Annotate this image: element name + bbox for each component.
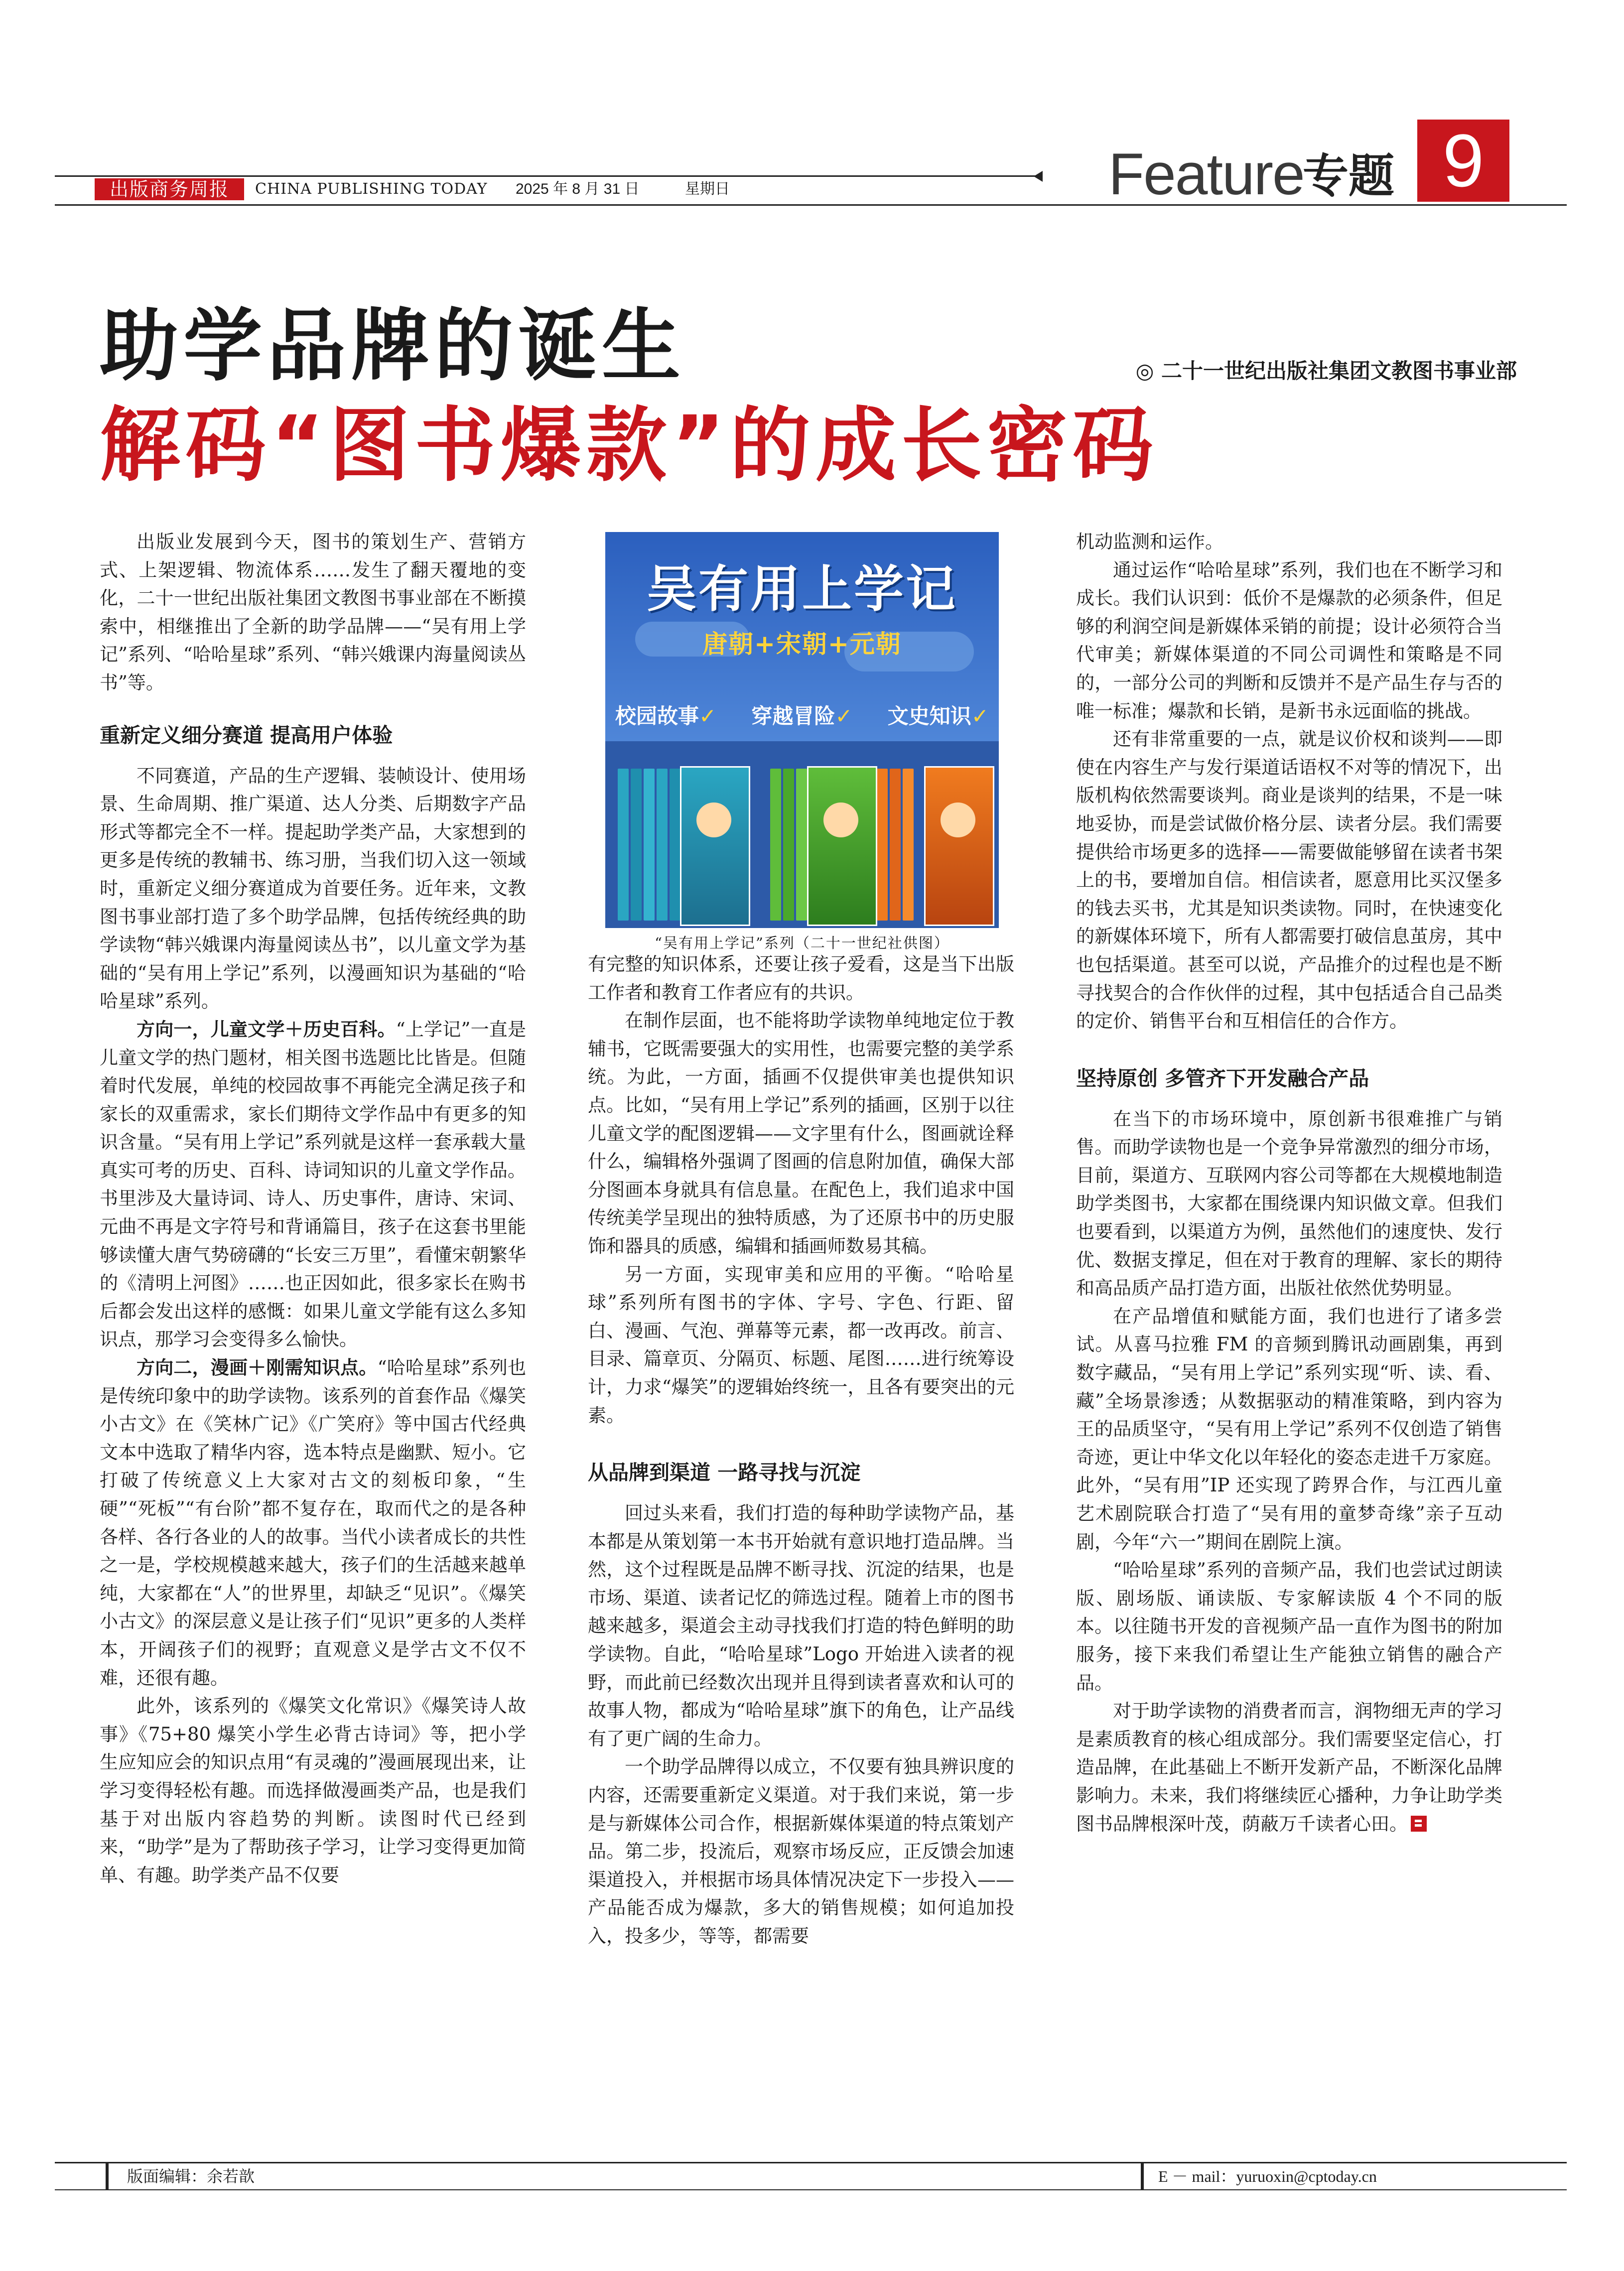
book-spine: [877, 769, 888, 921]
page-number: 9: [1417, 120, 1509, 202]
issue-date: 2025 年 8 月 31 日: [516, 181, 640, 197]
check-icon: ✓: [835, 704, 853, 728]
paragraph: “哈哈星球”系列的音频产品，我们也尝试过朗读版、剧场版、诵读版、专家解读版 4 个不同的版本。以往随书开发的音视频产品一直作为图书的附加服务，接下来我们希望让生产能独立销售的融合产品。: [1076, 1559, 1502, 1694]
paragraph: [1076, 1697, 1502, 1838]
footer-bottom-rule: [55, 2189, 1567, 2190]
end-mark-icon: [1411, 1816, 1427, 1832]
book-front-cover: [807, 766, 877, 926]
byline: ◎ 二十一世纪出版社集团文教图书事业部: [1135, 359, 1517, 383]
paragraph: 在制作层面，也不能将助学读物单纯地定位于教辅书，它既需要强大的实用性，也需要完整的美学系统。为此，一方面，插画不仅提供审美也提供知识点。比如，“吴有用上学记”系列的插画，区别于以往儿童文学的配图逻辑——文字里有什么，图画就诠释什么，编辑格外强调了图画的信息附加值，确保大部分图画本身就具有信息量。在配色上，我们追求中国传统美学呈现出的独特质感，为了还原书中的历史服饰和器具的质感，编辑和插画师数易其稿。: [588, 1010, 1014, 1257]
paragraph-body: “哈哈星球”系列也是传统印象中的助学读物。该系列的首套作品《爆笑小古文》在《笑林广记》《广笑府》等中国古代经典文本中选取了精华内容，选本特点是幽默、短小。它打破了传统意义上大家对古文的刻板印象，“生硬”“死板”“有台阶”都不复存在，取而代之的是各种各样、各行各业的人的故事。当代小读者成长的共性之一是，学校规模越来越大，孩子们的生活越来越单纯，大家都在“人”的世界里，却缺乏“见识”。《爆笑小古文》的深层意义是让孩子们“见识”更多的人类样本，开阔孩子们的视野；直观意义是学古文不仅不难，还很有趣。: [100, 1357, 526, 1689]
book-spine: [770, 769, 781, 921]
section-heading: 重新定义细分赛道 提高用户体验: [100, 723, 393, 747]
issue-weekday: 星期日: [685, 180, 730, 198]
headline-secondary: 解码“图书爆款”的成长密码: [100, 399, 1158, 493]
paragraph-lead: 方向一，儿童文学＋历史百科。: [136, 1018, 396, 1040]
paragraph-body: 对于助学读物的消费者而言，润物细无声的学习是素质教育的核心组成部分。我们需要坚定信心，打造品牌，在此基础上不断开发新产品，不断深化品牌影响力。未来，我们将继续匠心播种，力争让助学类图书品牌根深叶茂，荫蔽万千读者心田。: [1076, 1700, 1502, 1835]
paragraph: 一个助学品牌得以成立，不仅要有独具辨识度的内容，还需要重新定义渠道。对于我们来说，第一步是与新媒体公司合作，根据新媒体渠道的特点策划产品。第二步，投流后，观察市场反应，正反馈会加速渠道投入，并根据市场具体情况决定下一步投入——产品能否成为爆款，多大的销售规模；如何追加投入，投多少，等等，都需要: [588, 1756, 1014, 1947]
section-label-chinese: 专题: [1303, 149, 1395, 203]
book-series-image: [605, 532, 999, 928]
check-icon: ✓: [699, 704, 717, 728]
cover-subtitle: 唐朝+宋朝+元朝: [702, 630, 902, 659]
section-heading: 从品牌到渠道 一路寻找与沉淀: [588, 1461, 861, 1485]
paragraph: 在当下的市场环境中，原创新书很难推广与销售。而助学读物也是一个竞争异常激烈的细分市场，目前，渠道方、互联网内容公司等都在大规模地制造助学类图书，大家都在围绕课内知识做文章。但我们也要看到，以渠道方为例，虽然他们的速度快、发行优、数据支撑足，但在对于教育的理解、家长的期待和高品质产品打造方面，出版社依然优势明显。: [1076, 1108, 1502, 1299]
publication-name: 出版商务周报: [95, 178, 244, 200]
character-illustration: [823, 802, 858, 837]
paragraph: 机动监测和运作。: [1076, 531, 1223, 552]
article-column-1: [100, 528, 526, 1889]
paragraph: 出版业发展到今天，图书的策划生产、营销方式、上架逻辑、物流体系……发生了翻天覆地的变化，二十一世纪出版社集团文教图书事业部在不断摸索中，相继推出了全新的助学品牌——“吴有用上学记”系列、“哈哈星球”系列、“韩兴娥课内海量阅读丛书”等。: [100, 531, 526, 693]
book-spine: [618, 769, 629, 921]
header-bottom-rule: [55, 204, 1567, 206]
page-editor: 版面编辑：余若歆: [127, 2167, 255, 2186]
book-spine: [903, 769, 914, 921]
book-front-cover: [924, 766, 994, 926]
cover-tag: 校园故事✓: [615, 704, 717, 728]
footer-divider: [106, 2163, 109, 2189]
header-rule-arrow: [1034, 171, 1043, 182]
cover-tag: 文史知识✓: [887, 704, 989, 728]
footer-rule: [55, 2162, 1567, 2163]
paragraph: 还有非常重要的一点，就是议价权和谈判——即使在内容生产与发行渠道话语权不对等的情况下，出版机构依然需要谈判。商业是谈判的结果，不是一味地妥协，而是尝试做价格分层、读者分层。我们需要提供给市场更多的选择——需要做能够留在读者书架上的书，要增加自信。相信读者，愿意用比买汉堡多的钱去买书，尤其是知识类读物。同时，在快速变化的新媒体环境下，所有人都需要打破信息茧房，其中也包括渠道。甚至可以说，产品推介的过程也是不断寻找契合的合作伙伴的过程，其中包括适合自己品类的定价、销售平台和互相信任的合作方。: [1076, 728, 1502, 1032]
book-spine: [644, 769, 655, 921]
book-spine: [890, 769, 901, 921]
paragraph-body: “上学记”一直是儿童文学的热门题材，相关图书选题比比皆是。但随着时代发展，单纯的校园故事不再能完全满足孩子和家长的双重需求，家长们期待文学作品中有更多的知识含量。“吴有用上学记”系列就是这样一套承载大量真实可考的历史、百科、诗词知识的儿童文学作品。书里涉及大量诗词、诗人、历史事件，唐诗、宋词、元曲不再是文字符号和背诵篇目，孩子在这套书里能够读懂大唐气势磅礴的“长安三万里”，看懂宋朝繁华的《清明上河图》……也正因如此，很多家长在购书后都会发出这样的感慨：如果儿童文学能有这么多知识点，那学习会变得多么愉快。: [100, 1018, 526, 1350]
paragraph: 回过头来看，我们打造的每种助学读物产品，基本都是从策划第一本书开始就有意识地打造品牌。当然，这个过程既是品牌不断寻找、沉淀的结果，也是市场、渠道、读者记忆的筛选过程。随着上市的图书越来越多，渠道会主动寻找我们打造的特色鲜明的助学读物。自此，“哈哈星球”Logo 开始进入读者的视野，而此前已经数次出现并且得到读者喜欢和认可的故事人物，都成为“哈哈星球”旗下的角色，让产品线有了更广阔的生命力。: [588, 1502, 1014, 1749]
paragraph: 不同赛道，产品的生产逻辑、装帧设计、使用场景、生命周期、推广渠道、达人分类、后期数字产品形式等都完全不一样。提起助学类产品，大家想到的更多是传统的教辅书、练习册，当我们切入这一领域时，重新定义细分赛道成为首要任务。近年来，文教图书事业部打造了多个助学品牌，包括传统经典的助学读物“韩兴娥课内海量阅读丛书”，以儿童文学为基础的“吴有用上学记”系列，以漫画知识为基础的“哈哈星球”系列。: [100, 765, 526, 1012]
paragraph: 另一方面，实现审美和应用的平衡。“哈哈星球”系列所有图书的字体、字号、字色、行距、留白、漫画、气泡、弹幕等元素，都一改再改。前言、目录、篇章页、分隔页、标题、尾图……进行统筹设计，力求“爆笑”的逻辑始终统一，且各有要突出的元素。: [588, 1263, 1014, 1426]
section-heading: 坚持原创 多管齐下开发融合产品: [1076, 1066, 1369, 1090]
section-label-english: Feature: [1108, 141, 1304, 207]
paragraph-lead: 方向二，漫画＋刚需知识点。: [136, 1357, 378, 1379]
publication-english-name: CHINA PUBLISHING TODAY: [255, 180, 488, 198]
character-illustration: [696, 802, 731, 837]
article-column-3: [1076, 528, 1502, 1838]
paragraph: [100, 1016, 526, 1354]
page-header: [0, 0, 1624, 224]
paragraph: [100, 1354, 526, 1692]
book-spine: [657, 769, 668, 921]
book-spine: [670, 769, 680, 921]
book-spine: [631, 769, 642, 921]
character-illustration: [941, 802, 975, 837]
cover-tags: [615, 696, 989, 736]
check-icon: ✓: [971, 704, 989, 728]
paragraph: 有完整的知识体系，还要让孩子爱看，这是当下出版工作者和教育工作者应有的共识。: [588, 953, 1014, 1003]
book-front-cover: [680, 766, 750, 926]
cover-title: 吴有用上学记: [647, 560, 957, 618]
image-caption: “吴有用上学记”系列（二十一世纪社供图）: [655, 935, 949, 951]
cover-tag: 穿越冒险✓: [751, 704, 853, 728]
footer-divider: [1141, 2163, 1144, 2189]
book-spine: [783, 769, 794, 921]
headline-primary: 助学品牌的诞生: [100, 300, 685, 392]
paragraph: 在产品增值和赋能方面，我们也进行了诸多尝试。从喜马拉雅 FM 的音频到腾讯动画剧集，再到数字藏品，“吴有用上学记”系列实现“听、读、看、藏”全场景渗透；从数据驱动的精准策略，到内容为王的品质坚守，“吴有用上学记”系列不仅创造了销售奇迹，更让中华文化以年轻化的姿态走进千万家庭。此外，“吴有用”IP 还实现了跨界合作，与江西儿童艺术剧院联合打造了“吴有用的童梦奇缘”亲子互动剧，今年“六一”期间在剧院上演。: [1076, 1305, 1502, 1553]
paragraph: 通过运作“哈哈星球”系列，我们也在不断学习和成长。我们认识到：低价不是爆款的必须条件，但足够的利润空间是新媒体采销的前提；设计必须符合当代审美；新媒体渠道的不同公司调性和策略是不同的，一部分公司的判断和反馈并不是产品生存与否的唯一标准；爆款和长销，是新书永远面临的挑战。: [1076, 559, 1502, 722]
article-column-2: [588, 950, 1014, 1951]
paragraph: 此外，该系列的《爆笑文化常识》《爆笑诗人故事》《75+80 爆笑小学生必背古诗词》等，把小学生应知应会的知识点用“有灵魂的”漫画展现出来，让学习变得轻松有趣。而选择做漫画类产品，也是我们基于对出版内容趋势的判断。读图时代已经到来，“助学”是为了帮助孩子学习，让学习变得更加简单、有趣。助学类产品不仅要: [100, 1695, 526, 1886]
header-rule: [55, 175, 1039, 177]
book-spine: [796, 769, 807, 921]
editor-email: E － mail：yuruoxin@cptoday.cn: [1158, 2167, 1377, 2185]
